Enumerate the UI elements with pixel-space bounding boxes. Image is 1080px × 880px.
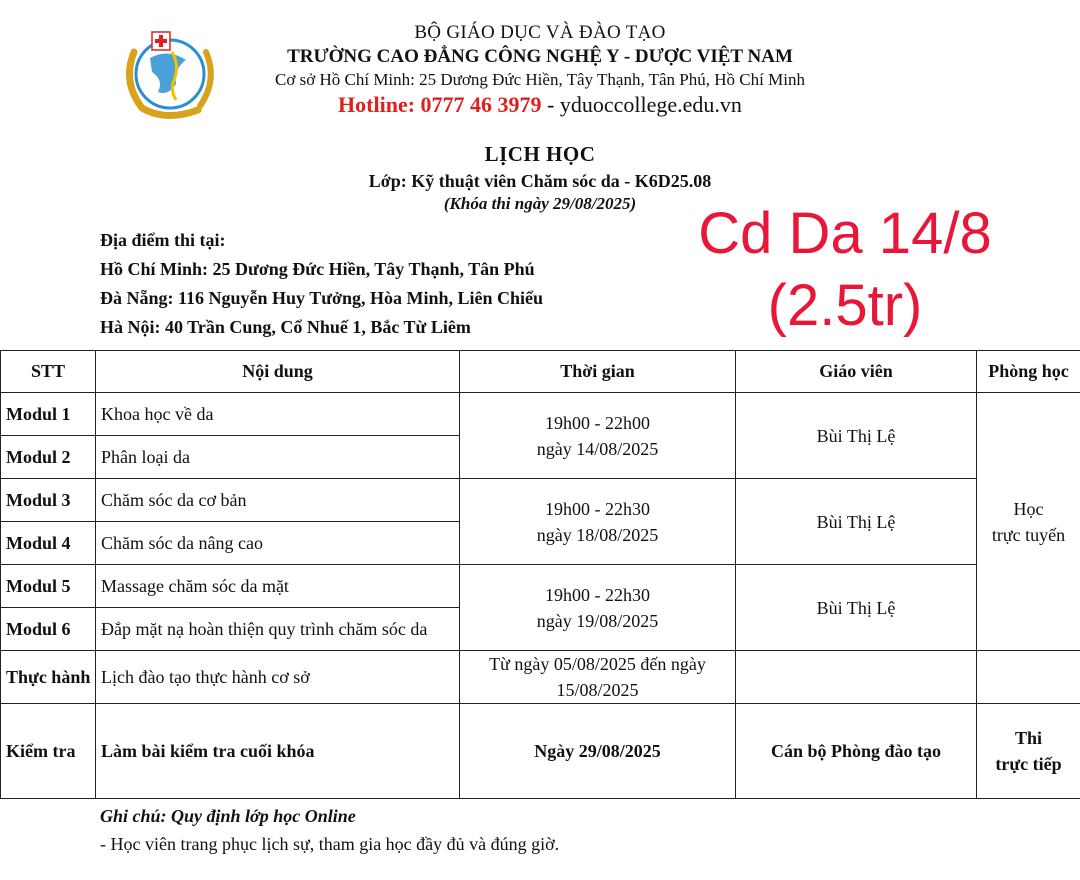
ministry-name: BỘ GIÁO DỤC VÀ ĐÀO TẠO	[414, 22, 666, 43]
school-header	[190, 22, 890, 118]
session-hours: 19h00 - 22h30	[545, 584, 650, 605]
class-name: Lớp: Kỹ thuật viên Chăm sóc da - K6D25.08	[368, 171, 712, 191]
exam-time: Ngày 29/08/2025	[460, 704, 736, 799]
exam-content: Làm bài kiểm tra cuối khóa	[96, 704, 460, 799]
hotline: Hotline: 0777 46 3979	[338, 92, 542, 117]
session-time	[460, 479, 736, 565]
exam-room	[977, 704, 1080, 799]
session-date: ngày 18/08/2025	[536, 524, 659, 545]
module-stt: Modul 2	[1, 436, 96, 479]
room-online	[977, 393, 1080, 651]
practice-time-line2: 15/08/2025	[556, 680, 639, 700]
room-online-line2: trực tuyến	[991, 524, 1066, 545]
module-content: Phân loại da	[96, 436, 460, 479]
exam-date: (Khóa thi ngày 29/08/2025)	[443, 194, 637, 213]
contact-separator: -	[541, 92, 560, 117]
header-teacher: Giáo viên	[736, 351, 977, 393]
module-content: Massage chăm sóc da mặt	[96, 565, 460, 608]
session-date: ngày 14/08/2025	[536, 438, 659, 459]
practice-teacher	[736, 651, 977, 704]
practice-content: Lịch đào tạo thực hành cơ sở	[96, 651, 460, 704]
module-content: Đắp mặt nạ hoàn thiện quy trình chăm sóc da	[96, 608, 460, 651]
schedule-table	[0, 350, 1080, 799]
module-stt: Modul 1	[1, 393, 96, 436]
table-row	[1, 565, 1080, 608]
practice-time-line1: Từ ngày 05/08/2025 đến ngày	[489, 654, 706, 674]
room-online-line1: Học	[1013, 498, 1044, 519]
locations-heading: Địa điểm thi tại:	[100, 230, 226, 250]
location-hcm: Hồ Chí Minh: 25 Dương Đức Hiền, Tây Thạnh, Tân Phú	[100, 259, 535, 279]
exam-room-line1: Thi	[1014, 728, 1043, 748]
session-time	[460, 393, 736, 479]
table-row-practice	[1, 651, 1080, 704]
session-hours: 19h00 - 22h30	[545, 498, 650, 519]
module-content: Chăm sóc da cơ bản	[96, 479, 460, 522]
session-teacher: Bùi Thị Lệ	[736, 393, 977, 479]
module-stt: Modul 6	[1, 608, 96, 651]
exam-locations	[100, 226, 543, 342]
website: yduoccollege.edu.vn	[559, 92, 742, 117]
header-room: Phòng học	[977, 351, 1080, 393]
module-stt: Modul 5	[1, 565, 96, 608]
exam-teacher: Cán bộ Phòng đào tạo	[736, 704, 977, 799]
session-teacher: Bùi Thị Lệ	[736, 565, 977, 651]
table-row	[1, 479, 1080, 522]
session-time	[460, 565, 736, 651]
practice-room	[977, 651, 1080, 704]
exam-room-line2: trực tiếp	[995, 754, 1062, 774]
school-name: TRƯỜNG CAO ĐẲNG CÔNG NGHỆ Y - DƯỢC VIỆT NAM	[287, 46, 793, 67]
session-date: ngày 19/08/2025	[536, 610, 659, 631]
practice-stt: Thực hành	[1, 651, 96, 704]
session-teacher: Bùi Thị Lệ	[736, 479, 977, 565]
module-content: Chăm sóc da nâng cao	[96, 522, 460, 565]
module-content: Khoa học về da	[96, 393, 460, 436]
overlay-note	[660, 198, 1030, 342]
location-danang: Đà Nẵng: 116 Nguyễn Huy Tưởng, Hòa Minh, Liên Chiểu	[100, 288, 544, 308]
table-header-row	[1, 351, 1080, 393]
session-hours: 19h00 - 22h00	[545, 412, 650, 433]
overlay-note-line2: (2.5tr)	[767, 273, 923, 338]
notes-title: Ghi chú: Quy định lớp học Online	[100, 806, 356, 826]
practice-time	[460, 651, 736, 704]
contact-line	[190, 92, 890, 118]
overlay-note-line1: Cd Da 14/8	[698, 201, 992, 266]
header-stt: STT	[1, 351, 96, 393]
header-time: Thời gian	[460, 351, 736, 393]
notes-section	[100, 802, 559, 858]
page-title: LỊCH HỌC	[484, 142, 596, 166]
location-hanoi: Hà Nội: 40 Trần Cung, Cổ Nhuế 1, Bắc Từ Liêm	[100, 317, 471, 337]
campus-address: Cơ sở Hồ Chí Minh: 25 Dương Đức Hiền, Tây Thạnh, Tân Phú, Hồ Chí Minh	[275, 70, 805, 89]
note-item: - Học viên trang phục lịch sự, tham gia học đầy đủ và đúng giờ.	[100, 834, 560, 854]
module-stt: Modul 4	[1, 522, 96, 565]
module-stt: Modul 3	[1, 479, 96, 522]
table-row-exam	[1, 704, 1080, 799]
header-content: Nội dung	[96, 351, 460, 393]
exam-stt: Kiểm tra	[1, 704, 96, 799]
table-row	[1, 393, 1080, 436]
